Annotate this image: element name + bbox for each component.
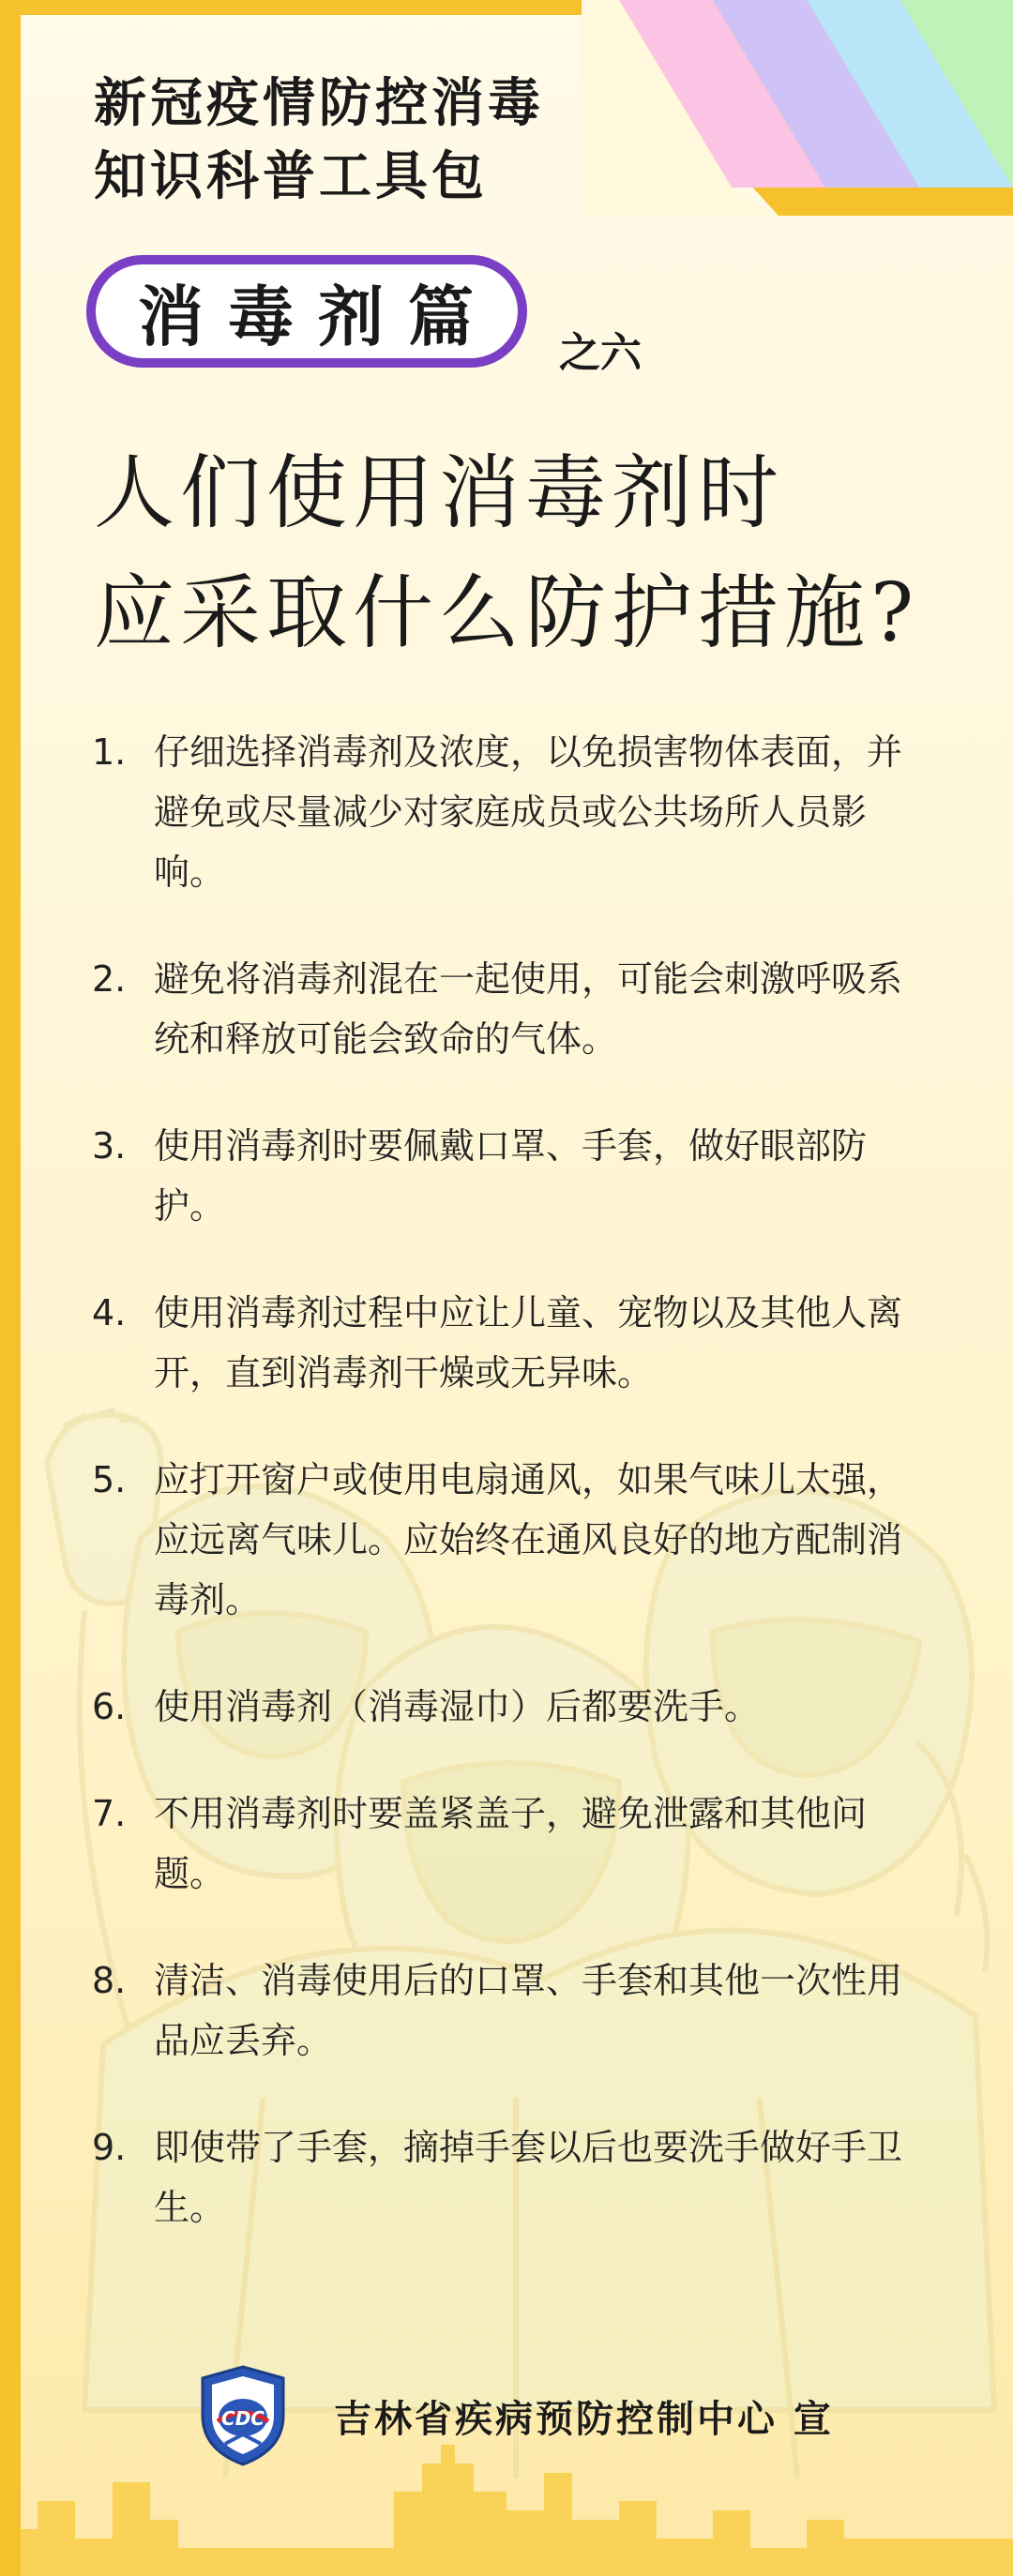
item-number: 3.: [92, 1125, 127, 1167]
item-text: 清洁、消毒使用后的口罩、手套和其他一次性用品应丢弃。: [154, 1960, 903, 2061]
item-number: 6.: [92, 1686, 127, 1727]
list-item: [92, 1677, 936, 1737]
topic-line-2: 知识科普工具包: [94, 146, 488, 207]
question-line-2: 应采取什么防护措施?: [94, 566, 920, 660]
item-text: 仔细选择消毒剂及浓度，以免损害物体表面，并避免或尽量减少对家庭成员或公共场所人员影响。: [154, 731, 903, 893]
item-number: 4.: [92, 1292, 127, 1333]
item-number: 8.: [92, 1960, 127, 2001]
list-item: [92, 1116, 936, 1236]
footer: [197, 2363, 834, 2468]
item-text: 使用消毒剂过程中应让儿童、宠物以及其他人离开，直到消毒剂干燥或无异味。: [154, 1292, 903, 1393]
topic-title: [94, 68, 657, 214]
item-text: 即使带了手套，摘掉手套以后也要洗手做好手卫生。: [154, 2127, 903, 2228]
list-item: [92, 1283, 936, 1403]
item-number: 7.: [92, 1793, 127, 1834]
part-number: 之六: [559, 329, 642, 377]
logo-text: CDC: [221, 2407, 265, 2430]
list-item: [92, 1784, 936, 1904]
cdc-shield-icon: [197, 2363, 289, 2468]
item-number: 9.: [92, 2127, 127, 2168]
list-item: [92, 1450, 936, 1630]
list-item: [92, 2117, 936, 2237]
left-frame-border: [0, 0, 21, 2576]
topic-line-1: 新冠疫情防控消毒: [94, 73, 544, 134]
item-text: 使用消毒剂时要佩戴口罩、手套，做好眼部防护。: [154, 1125, 868, 1227]
list-item: [92, 1951, 936, 2071]
badge-label: 消毒剂篇: [138, 277, 498, 355]
item-text: 不用消毒剂时要盖紧盖子，避免泄露和其他问题。: [154, 1793, 868, 1894]
category-badge: [86, 255, 527, 368]
item-text: 使用消毒剂（消毒湿巾）后都要洗手。: [154, 1686, 761, 1727]
item-number: 2.: [92, 958, 127, 1000]
item-text: 避免将消毒剂混在一起使用，可能会刺激呼吸系统和释放可能会致命的气体。: [154, 958, 903, 1060]
list-item: [92, 722, 936, 902]
organization-name: 吉林省疾病预防控制中心 宣: [334, 2397, 834, 2441]
item-number: 1.: [92, 731, 127, 773]
item-number: 5.: [92, 1459, 127, 1500]
list-item: [92, 949, 936, 1069]
question-line-1: 人们使用消毒剂时: [94, 446, 784, 540]
question-heading: [94, 433, 975, 673]
item-text: 应打开窗户或使用电扇通风，如果气味儿太强，应远离气味儿。应始终在通风良好的地方配制消毒剂。: [154, 1459, 903, 1620]
measures-list: [92, 722, 936, 2284]
